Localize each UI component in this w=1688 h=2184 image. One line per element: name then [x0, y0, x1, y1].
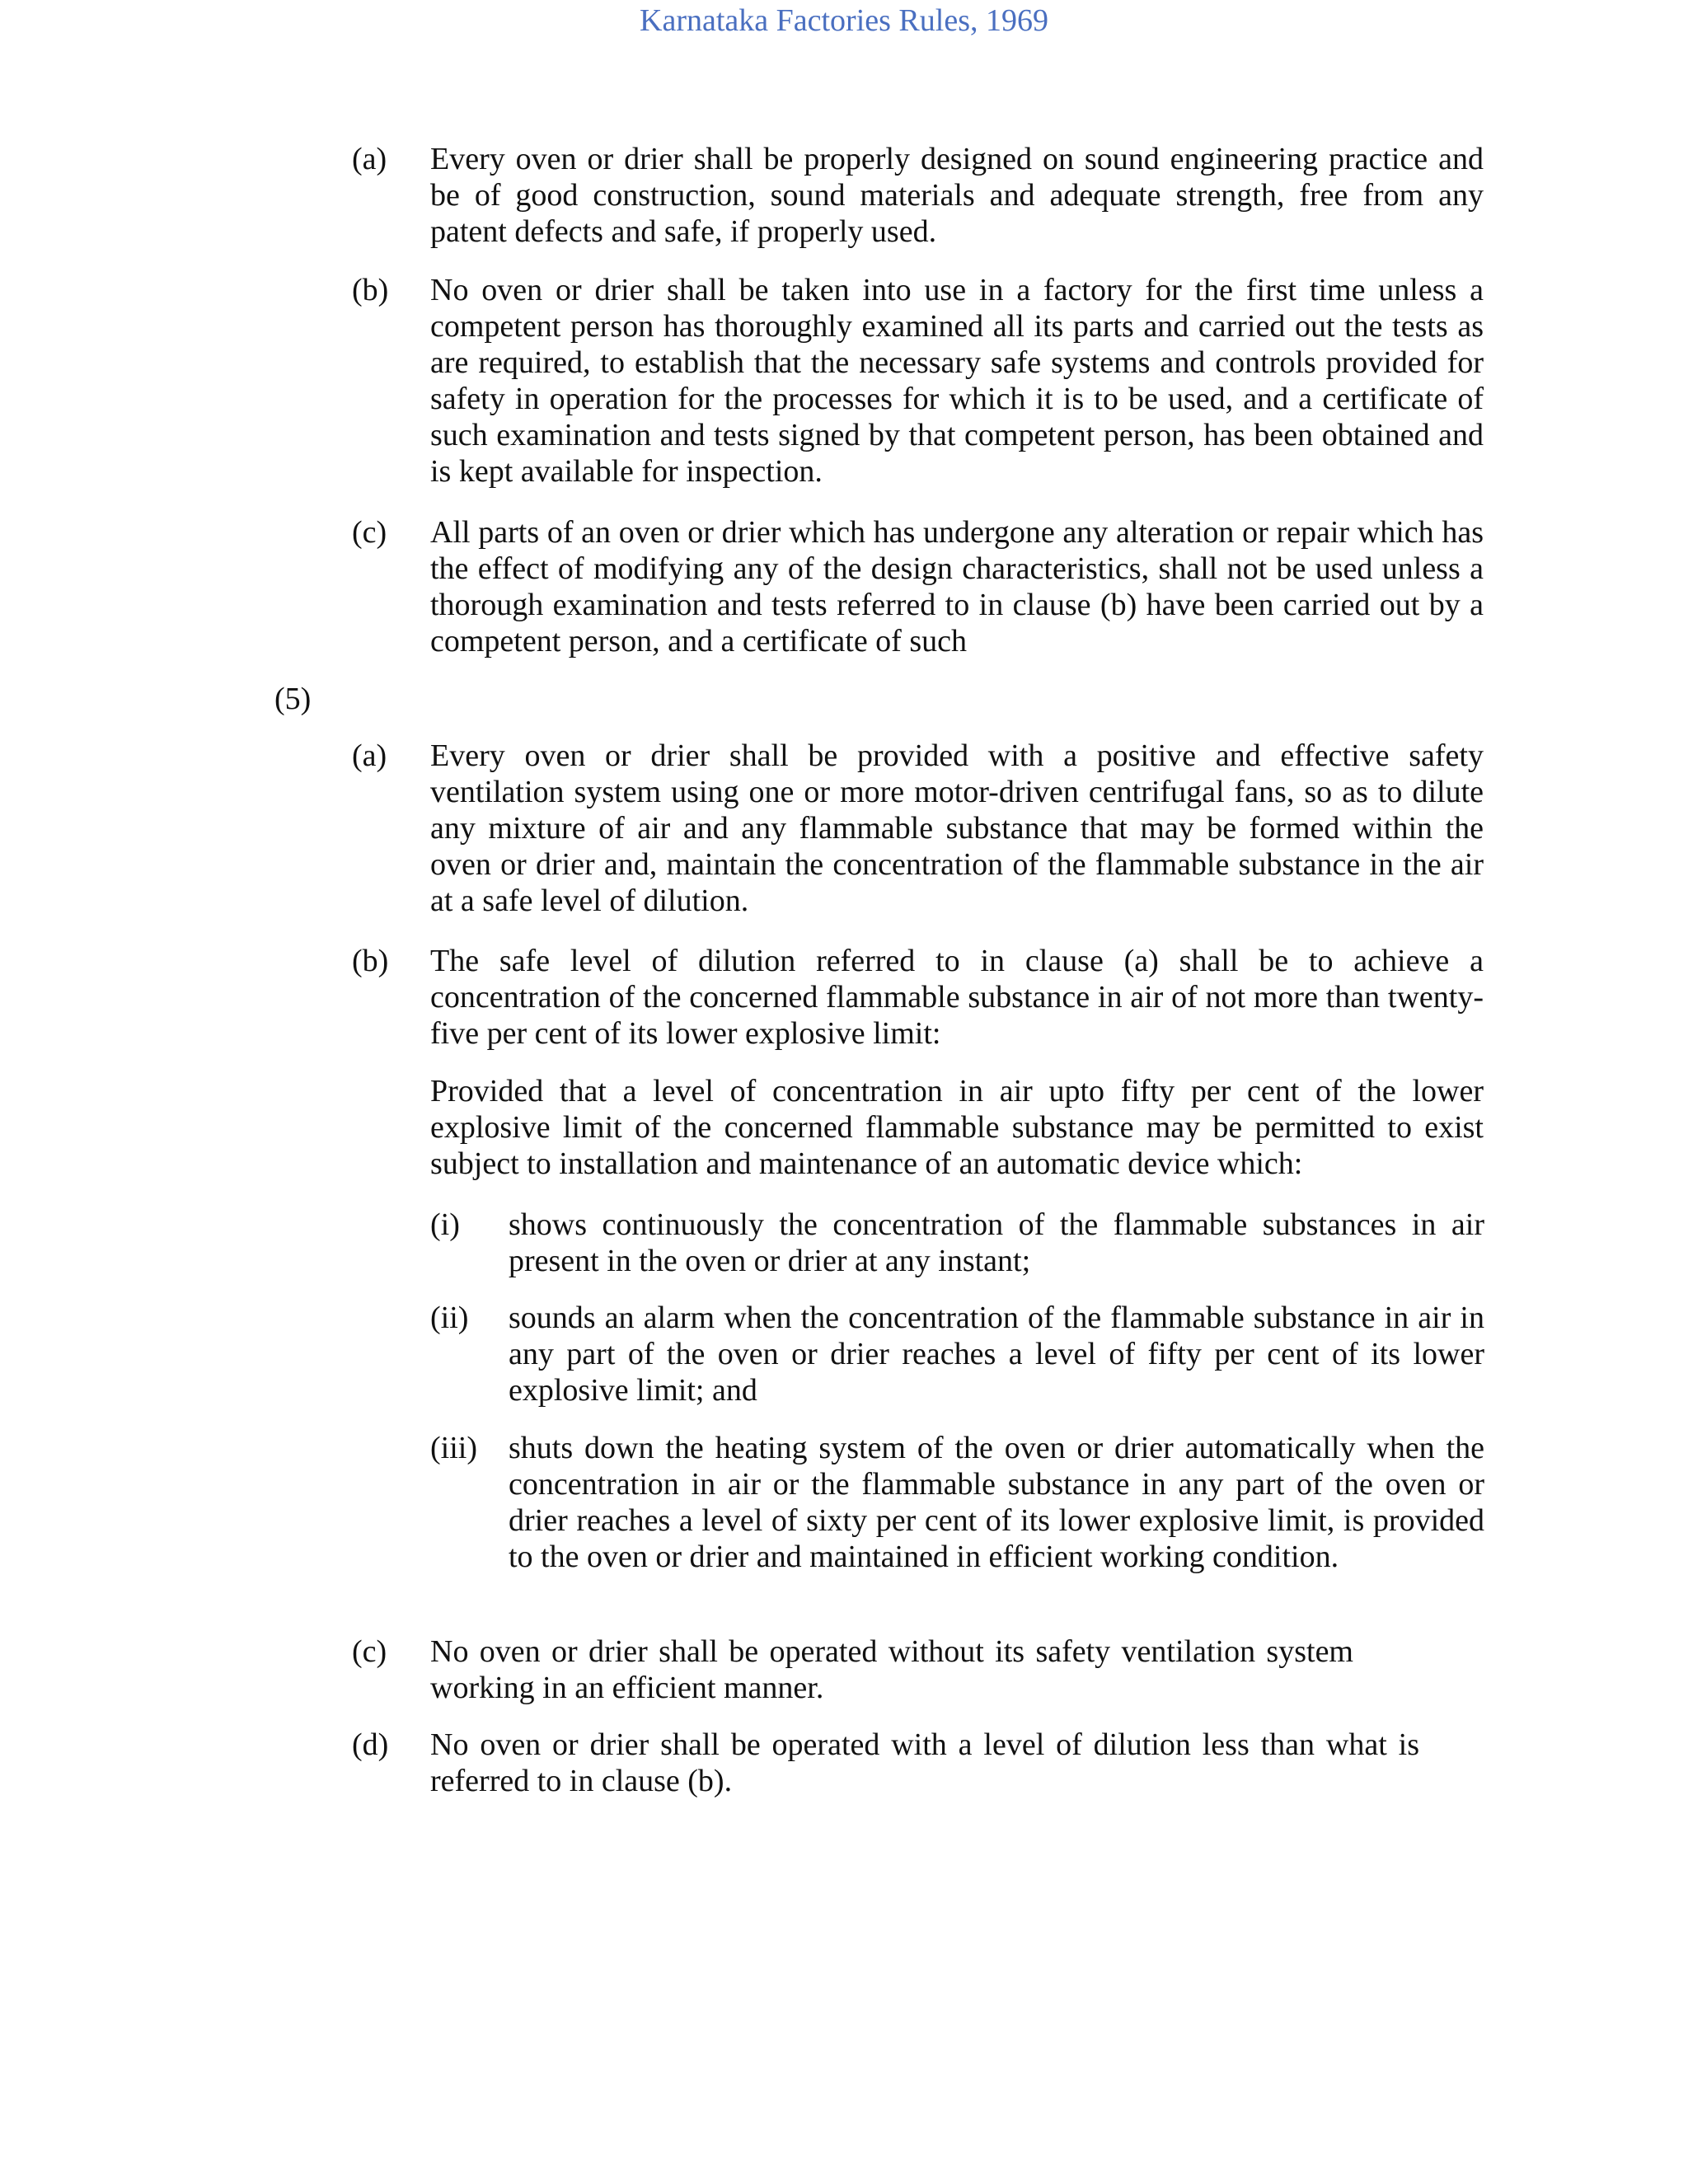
proviso-text: Provided that a level of concentration in air upto fifty per cent of the lower explosive limit of the concerned flammable substance may be permitted to exist subject to installation and maintenance of an automatic device which: [430, 1074, 1484, 1181]
subitem-label: (ii) [430, 1301, 469, 1335]
clause-text: No oven or drier shall be operated with a level of dilution less than what is referred to in clause (b). [430, 1727, 1419, 1798]
clause-label: (b) [352, 273, 389, 307]
clause-label: (b) [352, 944, 389, 978]
clause-label: (a) [352, 142, 387, 176]
document-title: Karnataka Factories Rules, 1969 [640, 3, 1048, 38]
clause-label: (c) [352, 1634, 387, 1669]
page-header [0, 0, 1688, 41]
subitem-label: (i) [430, 1207, 460, 1242]
clause-label: (d) [352, 1727, 389, 1762]
clause-text: No oven or drier shall be taken into use in a factory for the first time unless a competent person has thoroughly examined all its parts and carried out the tests as are required, to establish that the necessary safe systems and controls provided for safety in operation for the processes for which it is to be used, and a certificate of such examination and tests signed by that competent person, has been obtained and is kept available for inspection. [430, 273, 1484, 489]
clause-text: All parts of an oven or drier which has undergone any alteration or repair which has the effect of modifying any of the design characteristics, shall not be used unless a thorough examination and tests referred to in clause (b) have been carried out by a competent person, and a certificate of such [430, 515, 1484, 658]
clause-label: (a) [352, 738, 387, 773]
subitem-text: sounds an alarm when the concentration of the flammable substance in air in any part of the oven or drier reaches a level of fifty per cent of its lower explosive limit; and [509, 1301, 1484, 1408]
clause-label: (c) [352, 515, 387, 550]
subitem-label: (iii) [430, 1431, 477, 1465]
clause-text: Every oven or drier shall be provided with a positive and effective safety ventilation system using one or more motor-driven centrifugal fans, so as to dilute any mixture of air and any flammable substance that may be formed within the oven or drier and, maintain the concentration of the flammable substance in the air at a safe level of dilution. [430, 738, 1484, 918]
section-number: (5) [274, 682, 312, 716]
subitem-text: shuts down the heating system of the oven or drier automatically when the concentration in air or the flammable substance in any part of the oven or drier reaches a level of sixty per cent of its lower explosive limit, is provided to the oven or drier and maintained in efficient working condition. [509, 1431, 1484, 1574]
subitem-text: shows continuously the concentration of the flammable substances in air present in the oven or drier at any instant; [509, 1207, 1484, 1278]
clause-text: Every oven or drier shall be properly designed on sound engineering practice and be of good construction, sound materials and adequate strength, free from any patent defects and safe, if properly used. [430, 142, 1484, 249]
clause-text: No oven or drier shall be operated without its safety ventilation system working in an efficient manner. [430, 1634, 1353, 1705]
clause-text: The safe level of dilution referred to in clause (a) shall be to achieve a concentration of the concerned flammable substance in air of not more than twenty-five per cent of its lower explosive limit: [430, 944, 1484, 1051]
